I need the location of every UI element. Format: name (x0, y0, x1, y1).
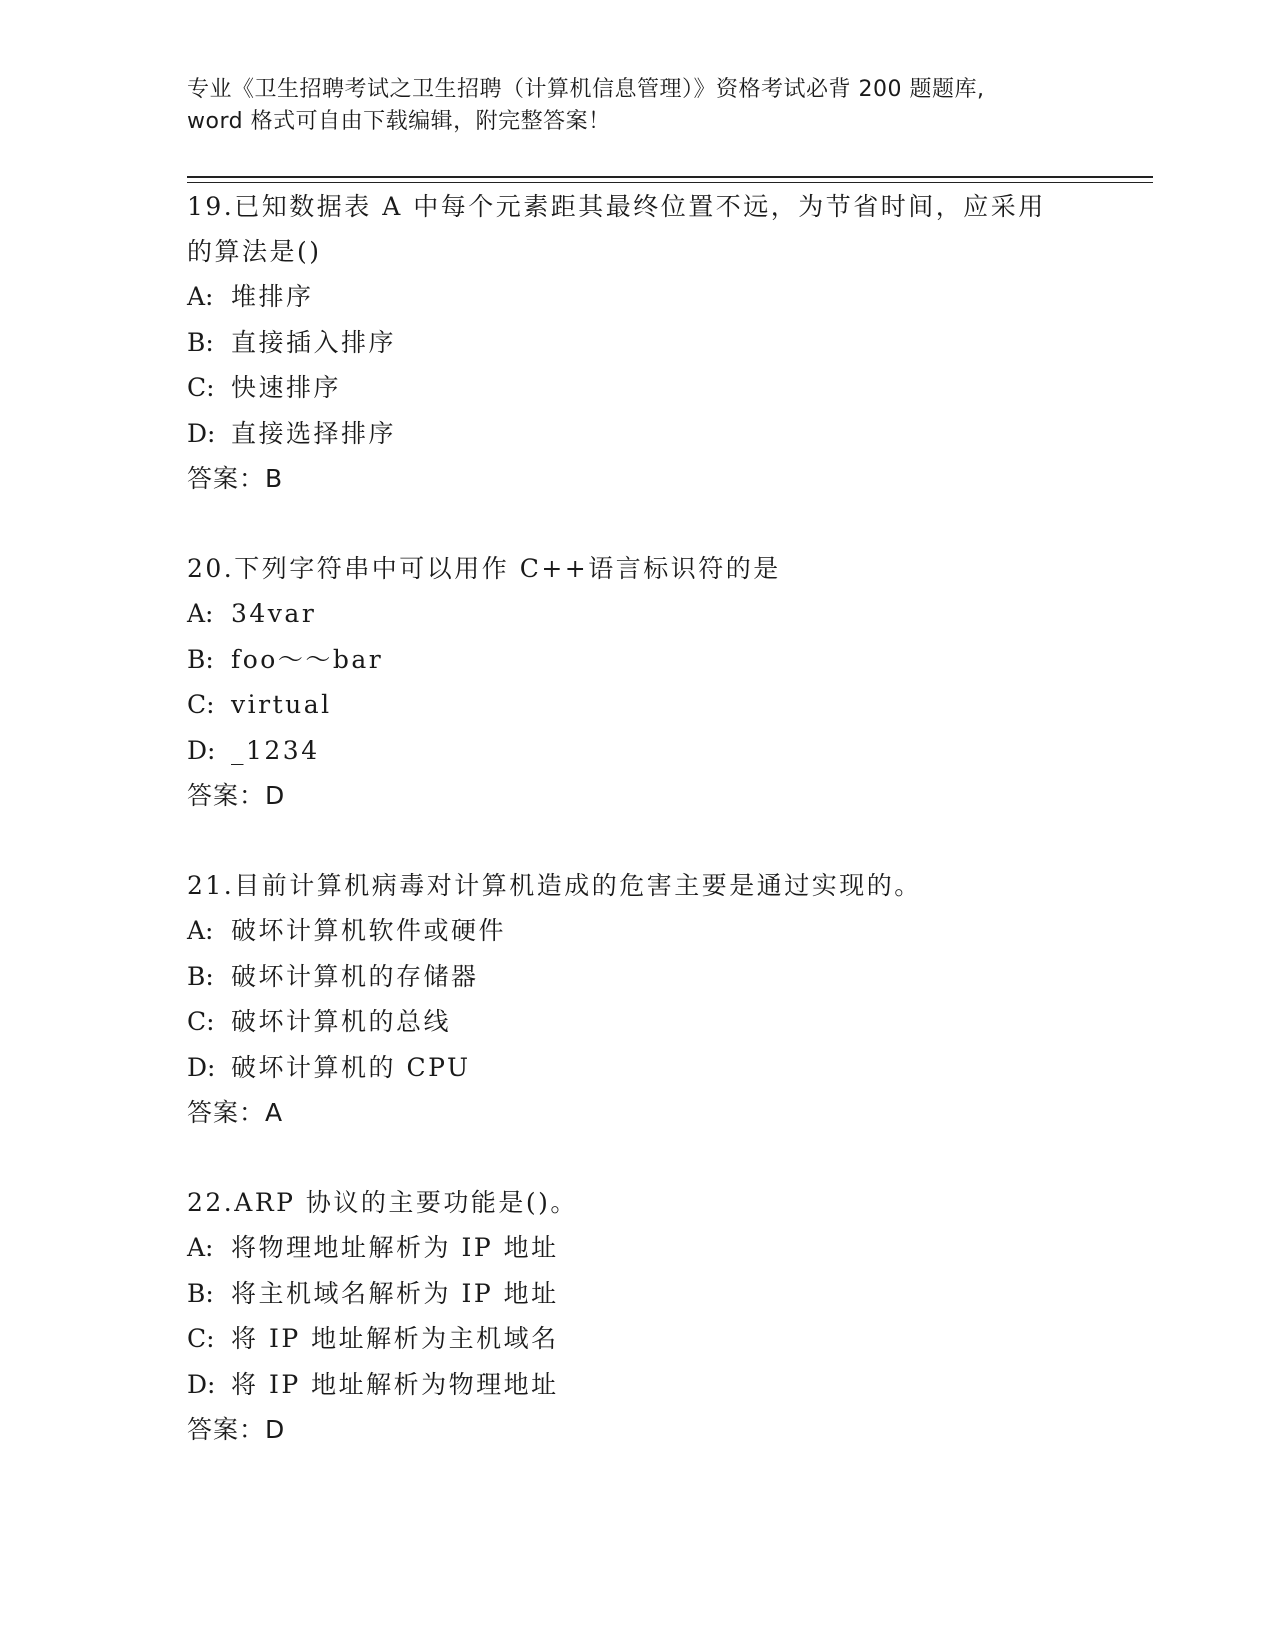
option-a (187, 274, 1087, 320)
option-a (187, 591, 1087, 637)
option-text: 快速排序 (231, 373, 342, 402)
option-c (187, 1316, 1087, 1362)
option-letter: C: (187, 690, 215, 719)
option-b (187, 1271, 1087, 1317)
option-text: 将物理地址解析为 IP 地址 (231, 1233, 559, 1262)
option-text: 破坏计算机的存储器 (231, 961, 479, 991)
answer-line: 答案：D (187, 1415, 286, 1444)
option-letter: B: (187, 1278, 214, 1308)
option-text: 直接选择排序 (231, 418, 397, 448)
option-letter: C: (187, 1007, 215, 1036)
option-b (187, 954, 1087, 1000)
question-22 (187, 1180, 1087, 1452)
option-text: 34var (231, 599, 317, 628)
option-text: _1234 (231, 735, 320, 765)
option-text: 将 IP 地址解析为主机域名 (231, 1324, 559, 1353)
option-text: 破坏计算机的 CPU (231, 1052, 471, 1082)
option-letter: D: (187, 735, 216, 765)
option-letter: A: (187, 1233, 214, 1262)
question-stem-line: 的算法是() (187, 237, 322, 266)
option-d (187, 728, 1087, 774)
header-line-2: word 格式可自由下载编辑，附完整答案！ (187, 109, 611, 134)
option-letter: D: (187, 1369, 216, 1399)
option-letter: A: (187, 282, 214, 311)
answer-line: 答案：D (187, 781, 286, 810)
option-text: 破坏计算机的总线 (231, 1007, 452, 1036)
option-text: 将主机域名解析为 IP 地址 (231, 1278, 559, 1308)
header-line-1: 专业《卫生招聘考试之卫生招聘（计算机信息管理）》资格考试必背 200 题题库, (187, 77, 985, 102)
option-letter: C: (187, 373, 215, 402)
option-c (187, 365, 1087, 411)
option-letter: B: (187, 327, 214, 357)
question-20 (187, 546, 1087, 818)
option-b (187, 320, 1087, 366)
option-b (187, 637, 1087, 683)
option-letter: A: (187, 599, 214, 628)
question-21 (187, 863, 1087, 1135)
option-letter: C: (187, 1324, 215, 1353)
header-divider-thick (187, 176, 1153, 178)
option-text: 破坏计算机软件或硬件 (231, 916, 507, 945)
option-a (187, 1225, 1087, 1271)
question-19 (187, 184, 1087, 501)
question-stem-line: 19.已知数据表 A 中每个元素距其最终位置不远，为节省时间，应采用 (187, 192, 1046, 221)
option-letter: B: (187, 961, 214, 991)
document-header (187, 74, 1087, 138)
answer-line: 答案：B (187, 464, 284, 493)
question-stem-line: 21.目前计算机病毒对计算机造成的危害主要是通过实现的。 (187, 871, 922, 900)
option-text: virtual (231, 690, 332, 719)
option-d (187, 411, 1087, 457)
option-text: 直接插入排序 (231, 327, 397, 357)
option-d (187, 1362, 1087, 1408)
option-letter: B: (187, 644, 214, 674)
option-letter: D: (187, 1052, 216, 1082)
option-text: 将 IP 地址解析为物理地址 (231, 1369, 559, 1399)
option-letter: A: (187, 916, 214, 945)
option-c (187, 999, 1087, 1045)
option-text: 堆排序 (231, 282, 314, 311)
option-a (187, 908, 1087, 954)
question-stem-line: 22.ARP 协议的主要功能是()。 (187, 1188, 578, 1217)
header-divider-thin (187, 182, 1153, 183)
option-c (187, 682, 1087, 728)
option-letter: D: (187, 418, 216, 448)
answer-line: 答案：A (187, 1098, 284, 1127)
option-text: foo～～bar (231, 644, 384, 674)
option-d (187, 1045, 1087, 1091)
question-stem-line: 20.下列字符串中可以用作 C++语言标识符的是 (187, 554, 781, 583)
